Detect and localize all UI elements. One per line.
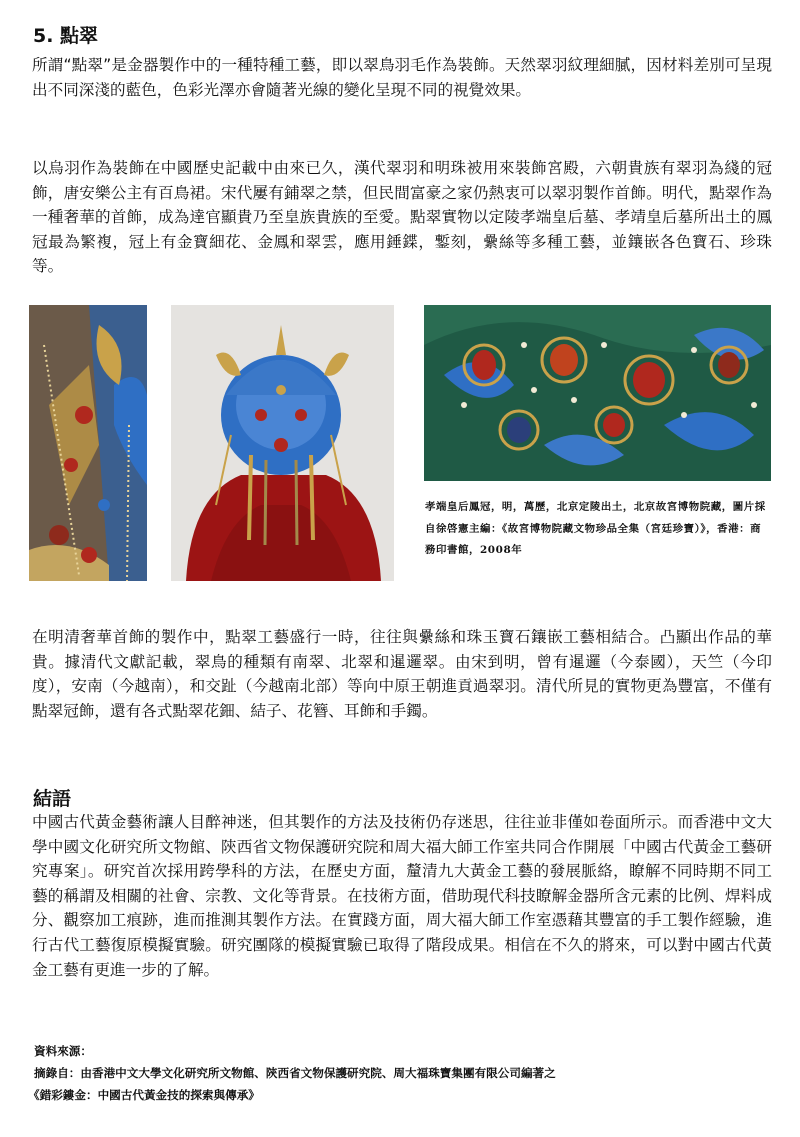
references-line-1: 摘錄自：由香港中文大學文化研究所文物館、陝西省文物保護研究院、周大福珠寶集團有限公司編著之 <box>34 1066 556 1080</box>
references <box>28 1040 774 1106</box>
photo-crown-gem-closeup <box>424 305 771 481</box>
section-title-conclusion: 結語 <box>33 788 72 810</box>
diancui-paragraph-1: 所謂“點翠”是金器製作中的一種特種工藝，即以翠鳥羽毛作為裝飾。天然翠羽紋理細膩，因材料差別可呈現出不同深淺的藍色，色彩光澤亦會隨著光線的變化呈現不同的視覺效果。 <box>32 56 772 99</box>
diancui-paragraph-3: 在明清奢華首飾的製作中，點翠工藝盛行一時，往往與纍絲和珠玉寶石鑲嵌工藝相結合。凸顯出作品的華貴。據清代文獻記載，翠鳥的種類有南翠、北翠和暹邏翠。由宋到明，曾有暹邏（今泰國），天竺（今印度），安南（今越南），和交趾（今越南北部）等向中原王朝進貢過翠羽。清代所見的實物更為豐富，不僅有點翠冠飾，還有各式點翠花鈿、結子、花簪、耳飾和手鐲。 <box>32 628 772 720</box>
references-book-title: 《錯彩鏤金：中國古代黃金技的探索與傳承》 <box>28 1088 260 1102</box>
conclusion-paragraph: 中國古代黃金藝術讓人目醉神迷，但其製作的方法及技術仍存迷思，往往並非僅如卷面所示。而香港中文大學中國文化研究所文物館、陝西省文物保護研究院和周大福大師工作室共同合作開展「中國古代黃金工藝研究專案」。研究首次採用跨學科的方法，在歷史方面，釐清九大黃金工藝的發展脈絡，瞭解不同時期不同工藝的稱謂及相關的社會、宗教、文化等背景。在技術方面，借助現代科技瞭解金器所含元素的比例、焊料成分、觀察加工痕跡，進而推測其製作方法。在實踐方面，周大福大師工作室憑藉其豐富的手工製作經驗，進行古代工藝復原模擬實驗。研究團隊的模擬實驗已取得了階段成果。相信在不久的將來，可以對中國古代黃金工藝有更進一步的了解。 <box>32 813 772 979</box>
references-heading: 資料來源： <box>34 1044 92 1058</box>
diancui-paragraph-2: 以烏羽作為裝飾在中國歷史記載中由來已久，漢代翠羽和明珠被用來裝飾宮殿，六朝貴族有翠羽為綫的冠飾，唐安樂公主有百鳥裙。宋代屢有鋪翠之禁，但民間富豪之家仍熱衷可以翠羽製作首飾。明代，點翠作為一種奢華的首飾，成為達官顯貴乃至皇族貴族的至愛。點翠實物以定陵孝端皇后墓、孝靖皇后墓所出土的鳳冠最為繁複，冠上有金寶細花、金鳳和翠雲，應用錘鍱，鏨刻，纍絲等多種工藝，並鑲嵌各色寶石、珍珠等。 <box>32 159 772 276</box>
photo-caption: 孝端皇后鳳冠，明，萬歷，北京定陵出土，北京故宮博物院藏，圖片採自徐啓憲主編：《故宮博物院藏文物珍品全集（宮廷珍寶）》，香港：商務印書館，2008年 <box>425 501 766 556</box>
photo-phoenix-crown <box>171 305 394 581</box>
section-title-diancui: 5. 點翠 <box>33 25 99 47</box>
photo-phoenix-crown-detail-left <box>29 305 147 581</box>
